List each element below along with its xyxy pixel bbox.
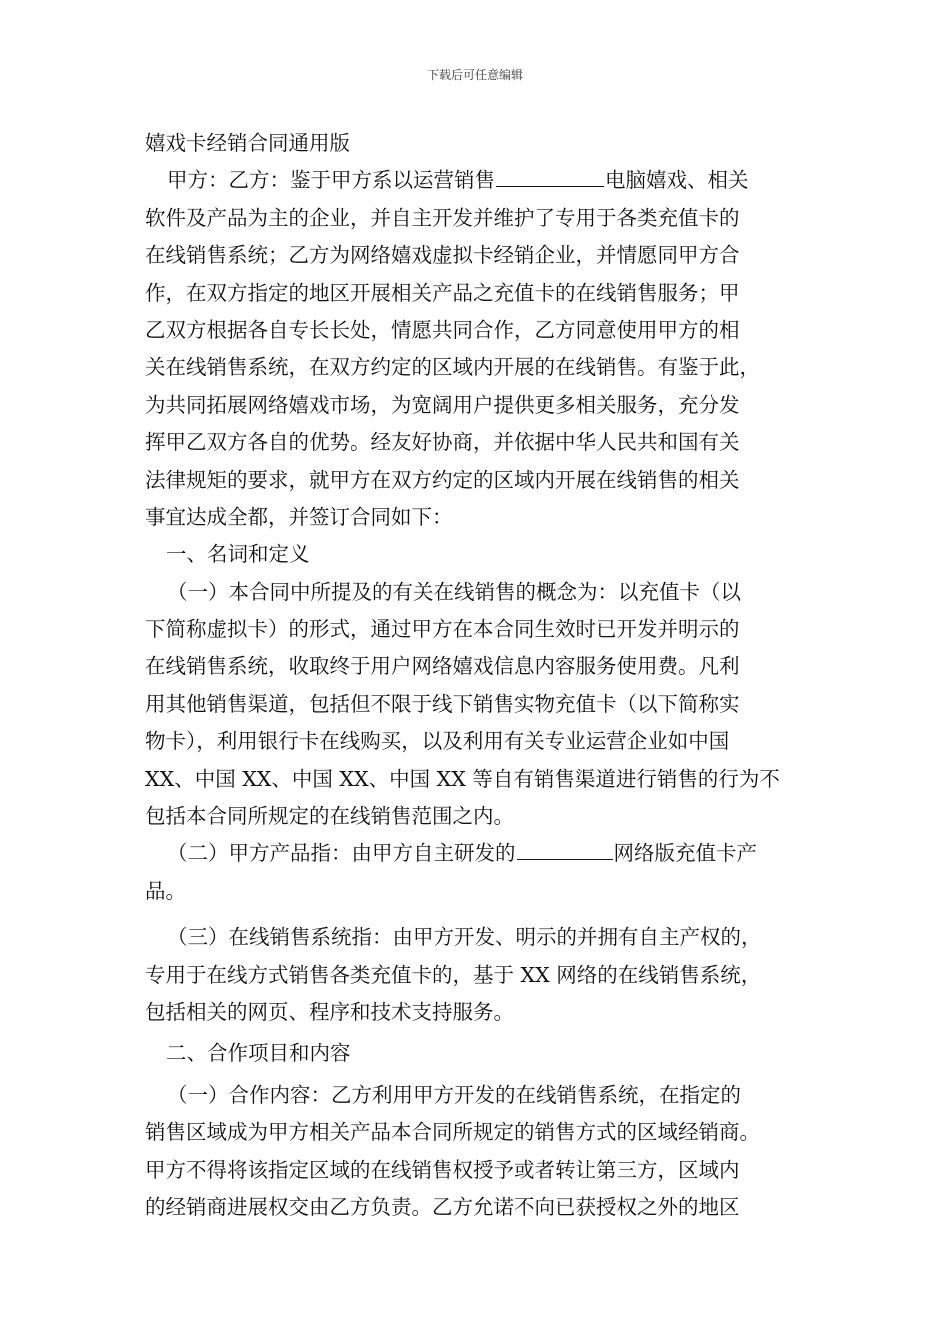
text-line: 挥甲乙双方各自的优势。经友好协商，并依据中华人民共和国有关 (145, 430, 740, 455)
text-line: 甲方不得将该指定区域的在线销售权授予或者转让第三方，区域内 (145, 1157, 740, 1182)
text-line: 在线销售系统，收取终于用户网络嬉戏信息内容服务使用费。凡利 (145, 654, 740, 679)
document-title: 嬉戏卡经销合同通用版 (145, 131, 350, 155)
text-line: （三）在线销售系统指：由甲方开发、明示的并拥有自主产权的， (167, 925, 762, 950)
text-line: 关在线销售系统，在双方约定的区域内开展的在线销售。有鉴于此， (145, 355, 760, 380)
text-line: 下简称虚拟卡）的形式，通过甲方在本合同生效时已开发并明示的 (145, 617, 740, 642)
definition-paragraph (145, 574, 810, 836)
text-segment: 甲方：乙方：鉴于甲方系以运营销售 (167, 168, 495, 193)
fill-in-blank (517, 843, 613, 860)
fill-in-blank (496, 170, 604, 187)
text-line: 销售区域成为甲方相关产品本合同所规定的销售方式的区域经销商。 (145, 1120, 760, 1145)
definition-paragraph (145, 835, 810, 910)
text-line: 包括本合同所规定的在线销售范围之内。 (145, 804, 514, 829)
text-line: 事宜达成全都，并签订合同如下： (145, 504, 453, 529)
text-line: 软件及产品为主的企业，并自主开发并维护了专用于各类充值卡的 (145, 205, 740, 230)
text-line: 物卡），利用银行卡在线购买，以及利用有关专业运营企业如中国 (145, 729, 730, 754)
text-line: 用其他销售渠道，包括但不限于线下销售实物充值卡（以下简称实 (145, 691, 740, 716)
section-heading: 一、名词和定义 (166, 542, 310, 567)
text-line: 品。 (145, 878, 186, 903)
text-line: 在线销售系统；乙方为网络嬉戏虚拟卡经销企业，并情愿同甲方合 (145, 243, 740, 268)
text-line: 为共同拓展网络嬉戏市场，为宽阔用户提供更多相关服务，充分发 (145, 392, 740, 417)
intro-paragraph (145, 162, 810, 536)
text-line: 的经销商进展权交由乙方负责。乙方允诺不向已获授权之外的地区 (145, 1194, 740, 1219)
text-line: XX、中国 XX、中国 XX、中国 XX 等自有销售渠道进行销售的行为不 (145, 766, 780, 791)
text-line: 乙双方根据各自专长长处，情愿共同合作，乙方同意使用甲方的相 (145, 317, 740, 342)
text-line (145, 835, 810, 872)
document-body (145, 125, 810, 1226)
definition-paragraph (145, 919, 810, 1031)
header-note: 下载后可任意编辑 (426, 68, 523, 82)
text-line: 专用于在线方式销售各类充值卡的，基于 XX 网络的在线销售系统， (145, 962, 762, 987)
text-line: 作，在双方指定的地区开展相关产品之充值卡的在线销售服务；甲 (145, 280, 740, 305)
text-line: 法律规矩的要求，就甲方在双方约定的区域内开展在线销售的相关 (145, 467, 740, 492)
text-line: 包括相关的网页、程序和技术支持服务。 (145, 999, 514, 1024)
section-heading: 二、合作项目和内容 (166, 1041, 351, 1066)
text-line: （一）合作内容：乙方利用甲方开发的在线销售系统，在指定的 (167, 1082, 741, 1107)
text-segment: 电脑嬉戏、相关 (605, 168, 749, 193)
text-line (145, 162, 810, 199)
text-segment: （二）甲方产品指：由甲方自主研发的 (167, 841, 516, 866)
cooperation-paragraph (145, 1077, 810, 1227)
text-segment: 网络版充值卡产 (613, 841, 757, 866)
text-line: （一）本合同中所提及的有关在线销售的概念为：以充值卡（以 (167, 579, 741, 604)
